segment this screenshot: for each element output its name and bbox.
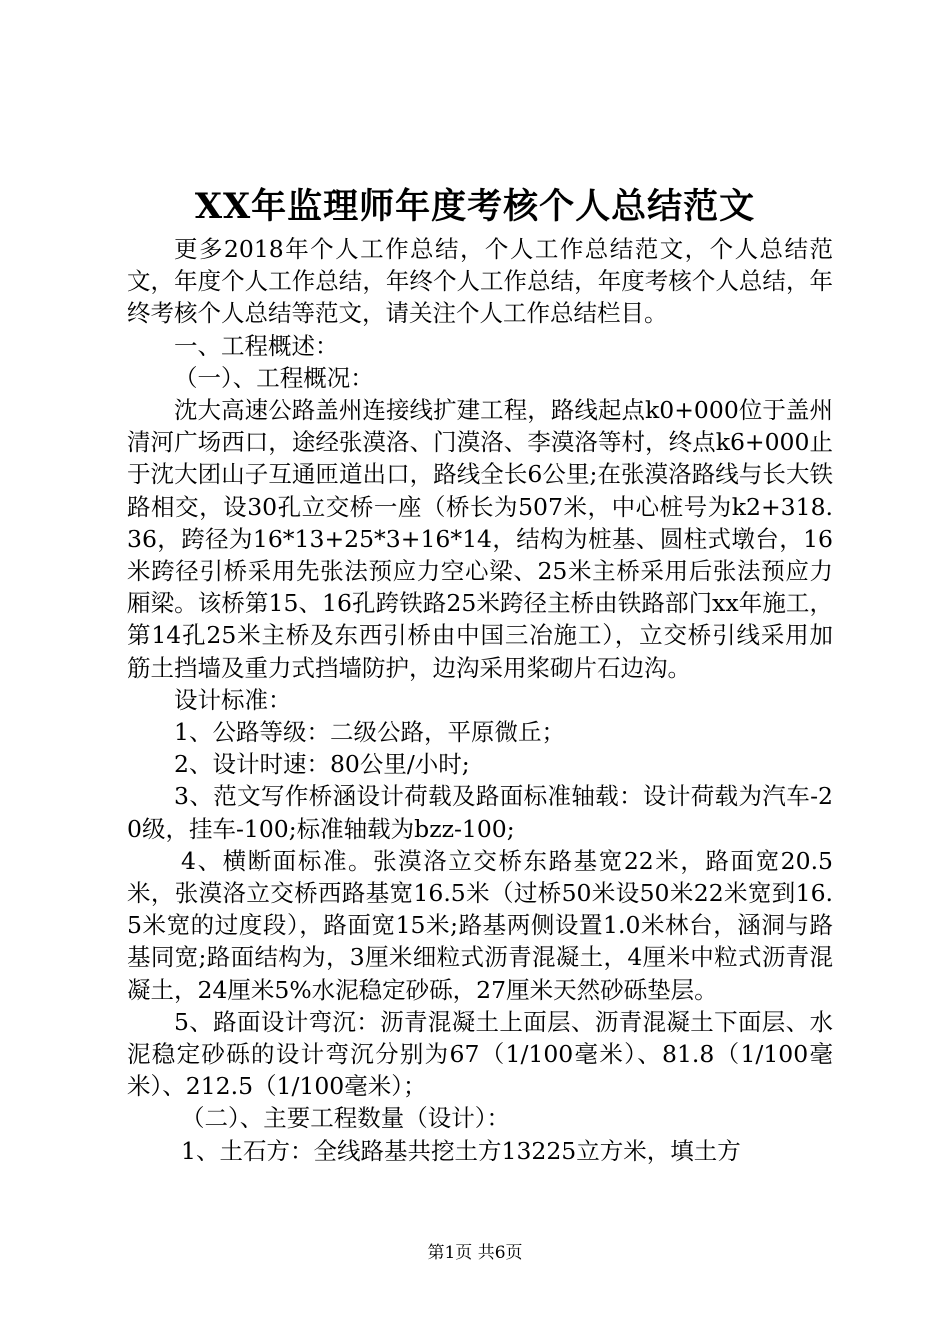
page-number-footer: 第1页 共6页 [427,1243,523,1263]
document-title: XX年监理师年度考核个人总结范文 [194,186,756,227]
quantity-item-1: 1、土石方：全线路基共挖土方13225立方米，填土方 [181,1136,741,1165]
subsection-heading-project: （一）、工程概况： [174,363,374,392]
standard-item-4: 4、横断面标准。张漠洛立交桥东路基宽22米，路面宽20.5米，张漠洛立交桥西路基宽16.5米（过桥50米设50米22米宽到16.5米宽的过度段），路面宽15米;路基两侧设置1.0米林台，涵洞与路基同宽;路面结构为，3厘米细粒式沥青混凝土，4厘米中粒式沥青混凝土，24厘米5%水泥稳定砂砾，27厘米天然砂砾垫层。 [127,846,833,1004]
section-heading-overview: 一、工程概述： [174,331,339,360]
design-standards-heading: 设计标准： [174,685,292,714]
standard-item-5: 5、路面设计弯沉：沥青混凝土上面层、沥青混凝土下面层、水泥稳定砂砾的设计弯沉分别为67（1/100毫米）、81.8（1/100毫米）、212.5（1/100毫米）； [127,1007,833,1101]
intro-paragraph: 更多2018年个人工作总结，个人工作总结范文，个人总结范文，年度个人工作总结，年终个人工作总结，年度考核个人总结，年终考核个人总结等范文，请关注个人工作总结栏目。 [127,235,833,328]
standard-item-2: 2、设计时速：80公里/小时; [174,750,470,779]
project-description-paragraph: 沈大高速公路盖州连接线扩建工程，路线起点k0+000位于盖州清河广场西口，途经张漠洛、门漠洛、李漠洛等村，终点k6+000止于沈大团山子互通匝道出口，路线全长6公里;在张漠洛路线与长大铁路相交，设30孔立交桥一座（桥长为507米，中心桩号为k2+318.36，跨径为16*13+25*3+16*14，结构为桩基、圆柱式墩台，16米跨径引桥采用先张法预应力空心梁、25米主桥采用后张法预应力厢梁。该桥第15、16孔跨铁路25米跨径主桥由铁路部门xx年施工，第14孔25米主桥及东西引桥由中国三冶施工），立交桥引线采用加筋土挡墙及重力式挡墙防护，边沟采用桨砌片石边沟。 [127,396,833,682]
subsection-heading-quantities: （二）、主要工程数量（设计）： [181,1104,511,1133]
standard-item-3: 3、范文写作桥涵设计荷载及路面标准轴载：设计荷载为汽车-20级，挂车-100;标准轴载为bzz-100; [127,782,833,843]
document-body [127,233,833,1167]
standard-item-1: 1、公路等级：二级公路，平原微丘； [174,718,565,747]
